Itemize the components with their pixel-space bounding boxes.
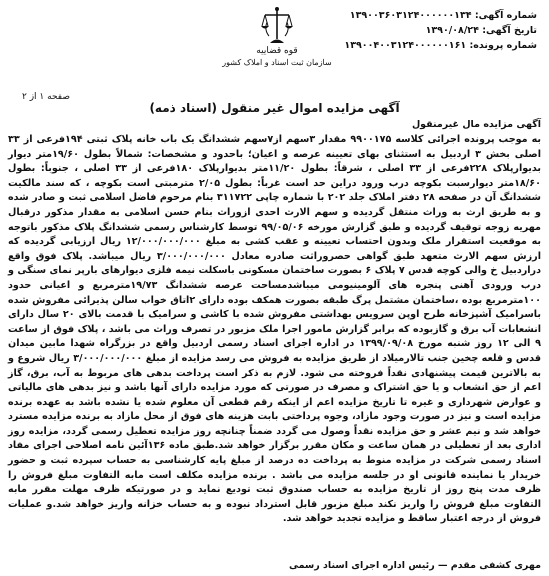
file-number-label: شماره پرونده: [469, 40, 537, 51]
notice-date-label: تاریخ آگهی: [482, 25, 537, 36]
file-number-row [317, 38, 537, 53]
org-subtitle: سازمان ثبت اسناد و املاک کشور [222, 58, 332, 67]
notice-body: به موجب پرونده اجرائی کلاسه ۹۹۰۰۱۷۵ مقدار ۳سهم از۷سهم ششدانگ یک باب خانه پلاک ثبتی ۱۹۴فرعی از ۳۳ اصلی بخش ۳ اردبیل به استثنای بهای تعیینه عرصه و اعیان؛ باحدود و مشخصات: شمالاً بطول ۱۹/۶۰متر دیوار بدیوارپلاک ۲۲۸فرعی از ۳۳ اصلی ، شرقاً: بطول ۱۱/۲۰متر بدیوارپلاک ۱۸۰فرعی از ۳۳ اصلی ، جنوباً: بطول ۱۸/۶۰متر دیوارسبت بکوچه درب ورود دراین حد است غرباً: بطول ۲/۰۵ مترمبتی است بکوچه ، که سند مالکیت ششدانگ آن در صفحه ۲۸ دفتر املاک جلد ۲۰۲ با شماره چاپی ۳۱۱۷۲۲ بنام مرحوم فاضل اسلامی ثبت و صادر شده و به طریق ارث به وراث منتقل گردیده و سهم الارث احدی ازوراث بنام حسن اسلامی به مقدار مذکور درقبال مهریه زوجه توقیف گردیده و طبق گزارش مورخه ۹۹/۰۵/۰۶ توسط کارشناس رسمی ششدانگ پلاک مذکور باتوجه به موقعیت استقرار ملک وبدون احتساب تعیینه و عقب کشی به مبلغ ۱۲/۰۰۰/۰۰۰/۰۰۰ ریال ارزیابی گردیده که ارزش سهم الارث متعهد طبق گواهی حصروراثت صادره معادل ۳/۰۰۰/۰۰۰/۰۰۰ ریال میباشد. پلاک فوق واقع دراردبیل خ والی کوچه قدس ۷ پلاک ۶ بصورت ساختمان مسکونی باسکلت نیمه فلزی دیوارهای بارپر نمای سنگی و درب ورودی آهنی پنجره های آلومینیومی میباشدمساحت عرصه ششدانگ ۱۹/۷۳مترمربع و اعیانی حدود ۱۰۰مترمربع بوده ،ساختمان مشتمل پرگ طبقه بصورت همکف بوده دارای ۲اتاق خواب سالن پذیرائی مفروش شده باسرامیک آشپزخانه طرح اوپن سرویس بهداشتی مفروش شده با کاشی و سرامیک با قدمت بالای ۲۰ سال دارای انشعابات آب برق و گازبوده که برابر گزارش مامور اجرا ملک مزبور در تصرف وراث می باشد ، پلاک فوق از ساعت ۹ الی ۱۲ روز شنبه مورخ ۱۳۹۹/۰۹/۰۸ در اداره اجرای اسناد رسمی اردبیل واقع در بزرگراه شهدا مابین میدان قدس و قلعه چخین جنب تالارمیلاد از طریق مزایده به فروش می رسد مزایده از مبلغ ۳/۰۰۰/۰۰۰/۰۰۰ ریال شروع و به بالاترین قیمت پیشنهادی نقداً فروخته می شود. لازم به ذکر است پرداخت بدهی های مربوط به آب، برق، گاز اعم از حق انشعاب و یا حق اشتراک و مصرف در صورتی که مورد مزایده دارای آنها باشد و نیز بدهی های مالیاتی و عوارض شهرداری و غیره تا تاریخ مزایده اعم از اینکه رقم قطعی آن معلوم شده یا نشده باشد به عهده برنده مزایده است و نیز در صورت وجود مازاد، وجوه پرداختی بابت هزینه های فوق از محل مازاد به برنده مزایده مسترد خواهد شد و نیم عشر و حق مزایده نقداً وصول می گردد ضمناً چنانچه روز مزایده تعطیل رسمی گردد، مزایده روز اداری بعد از تعطیلی در همان ساعت و مکان مقرر برگزار خواهد شد.طبق ماده ۱۳۶آئین نامه اصلاحی اجرای مفاد اسناد رسمی شرکت در مزایده منوط به پرداخت ده درصد از مبلغ پایه کارشناسی به حساب سپرده ثبت و حضور خریدار یا نماینده قانونی او در جلسه مزایده می باشد . برنده مزایده مکلف است مابه التفاوت مبلغ فروش را ظرف مدت پنج روز از تاریخ مزایده به حساب صندوق ثبت تودیع نماید و در صورتیکه ظرف مهلت مقرر مابه التفاوت مبلغ فروش را واریز نکند مبلغ مزبور قابل استرداد نبوده و به حساب خزانه واریز خواهد شد.و عملیات فروش از درجه اعتبار ساقط و مزایده تجدید خواهد شد. [8, 134, 542, 525]
file-number: ۱۳۹۰۰۴۰۰۳۱۲۴۰۰۰۰۰۰۱۶۱ [344, 40, 467, 51]
notice-date: ۱۳۹۰/۰۸/۲۴ [425, 25, 479, 36]
judiciary-emblem [222, 6, 332, 78]
notice-number-row [317, 8, 537, 23]
scales-of-justice-icon [260, 6, 294, 46]
notice-date-row [317, 23, 537, 38]
org-name: قوه قضاییه [256, 46, 298, 56]
notice-intro: آگهی مزایده مال غیرمنقول [411, 119, 541, 130]
notice-title: آگهی مزایده اموال غیر منقول (اسناد ذمه) [149, 101, 400, 115]
signature-line: مهری کشفی مقدم — رئیس اداره اجرای اسناد رسمی [288, 560, 541, 571]
page-number: صفحه ۱ از ۲ [22, 92, 70, 102]
notice-number-label: شماره آگهی: [474, 10, 537, 21]
notice-number: ۱۳۹۰۰۳۶۰۳۱۲۴۰۰۰۰۰۰۱۳۴ [349, 10, 472, 21]
notice-meta [317, 8, 537, 53]
